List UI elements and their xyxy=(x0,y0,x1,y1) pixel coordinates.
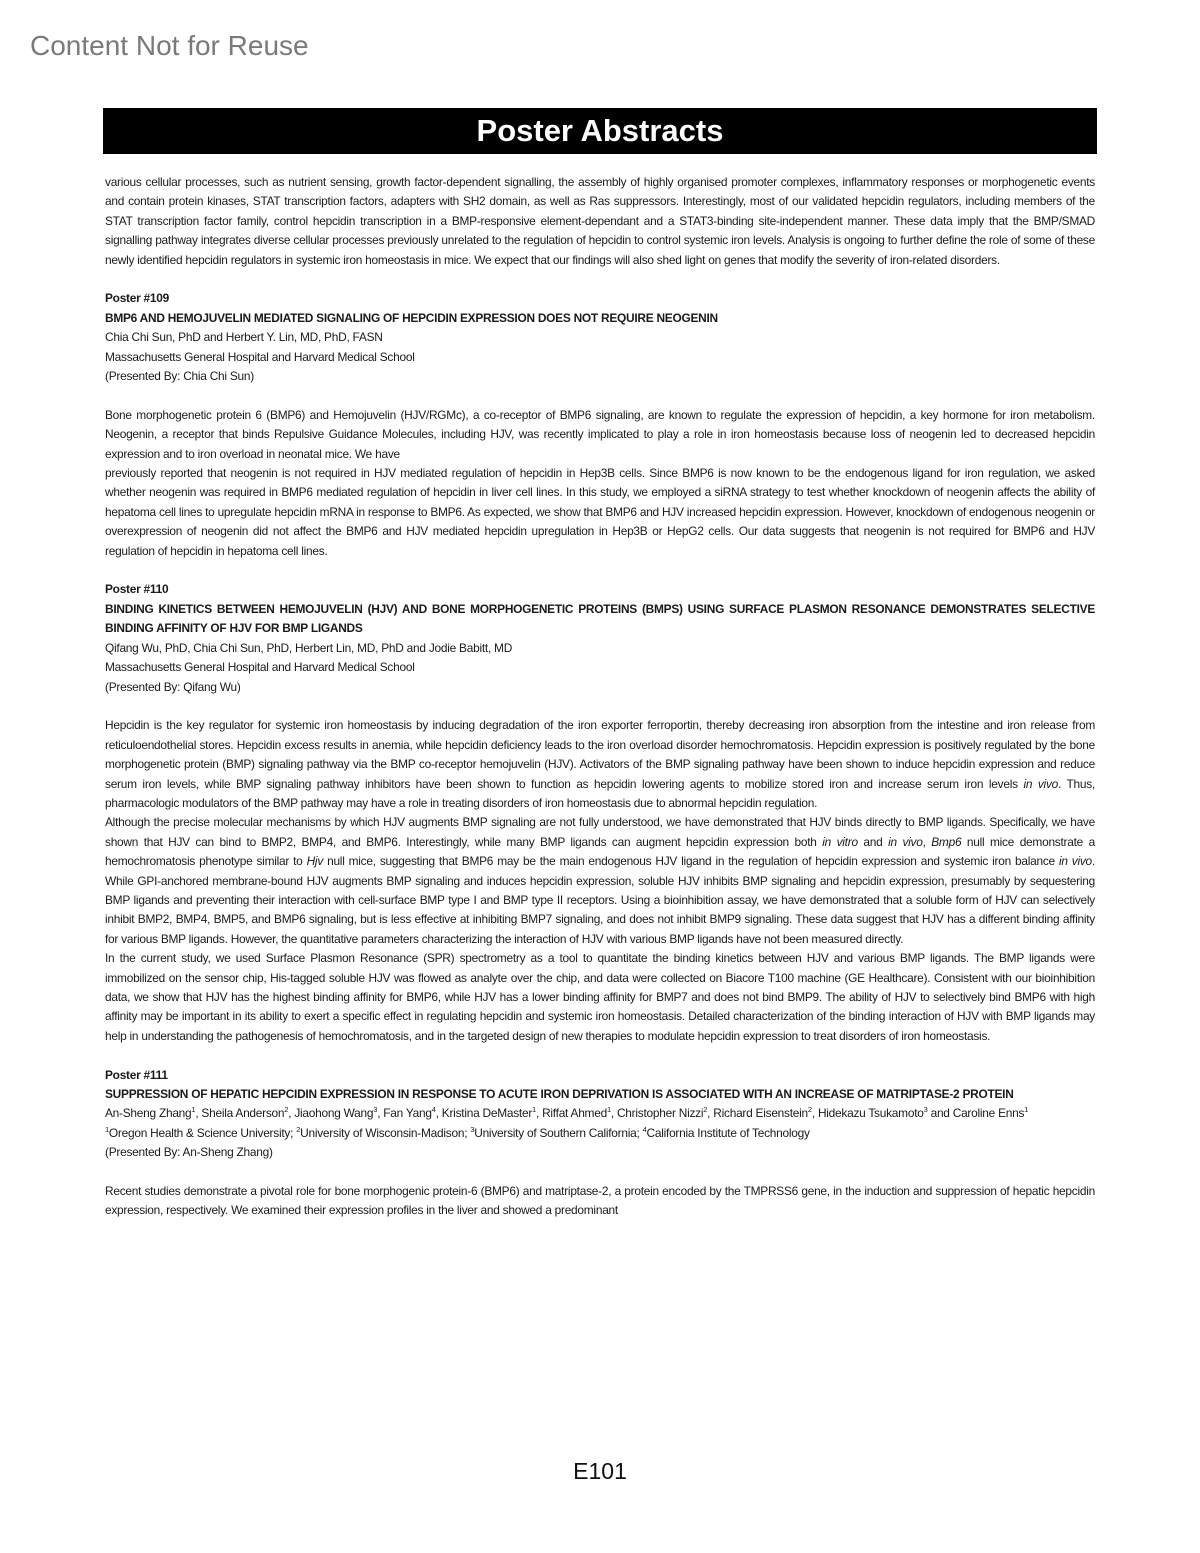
superscript: 3 xyxy=(373,1105,378,1115)
poster-affiliation xyxy=(105,1124,1095,1143)
paragraph xyxy=(105,813,1095,949)
text-run: . While GPI-anchored membrane-bound HJV augments BMP signaling and induces hepcidin expression, soluble HJV inhibits BMP signaling and hepcidin expression, presumably by sequestering BMP ligands and preventing their interaction with cell-surface BMP type I and BMP type II receptors. Using a bioinhibition assay, we have demonstrated that a soluble form of HJV can selectively inhibit BMP2, BMP4, BMP5, and BMP6 signaling, but is less effective at inhibiting BMP7 signaling, and does not inhibit BMP9 signaling. These data suggest that HJV has a different binding affinity for various BMP ligands. However, the quantitative parameters characterizing the interaction of HJV with various BMP ligands have not been measured directly. xyxy=(105,854,1095,946)
poster-title: SUPPRESSION OF HEPATIC HEPCIDIN EXPRESSION IN RESPONSE TO ACUTE IRON DEPRIVATION IS ASSOCIATED WITH AN INCREASE OF MATRIPTASE-2 PROTEIN xyxy=(105,1087,1014,1102)
text-run: null mice demonstrate a hemochromatosis phenotype similar to xyxy=(105,834,1095,869)
superscript: 4 xyxy=(642,1124,647,1134)
italic-text: in vivo xyxy=(1023,776,1058,791)
poster-number: Poster #109 xyxy=(105,291,170,306)
poster-number: Poster #110 xyxy=(105,582,169,597)
text-run: and xyxy=(857,834,889,849)
poster-authors xyxy=(105,1104,1095,1123)
superscript: 3 xyxy=(470,1124,475,1134)
poster-presenter: (Presented By: Qifang Wu) xyxy=(105,679,241,694)
poster-110 xyxy=(105,580,1095,1046)
superscript: 2 xyxy=(807,1105,812,1115)
poster-presenter: (Presented By: Chia Chi Sun) xyxy=(105,369,254,384)
text-run: Although the precise molecular mechanisms by which HJV augments BMP signaling are not fully understood, we have demonstrated that HJV binds directly to BMP ligands. Specifically, we have shown that HJV can bind to BMP2, BMP4, and BMP6. Interestingly, while many BMP ligands can augment hepcidin expression both xyxy=(105,815,1095,849)
intro-continuation xyxy=(105,173,1095,270)
superscript: 1 xyxy=(606,1105,611,1115)
watermark-text: Content Not for Reuse xyxy=(30,30,309,61)
paragraph xyxy=(105,406,1095,464)
superscript: 2 xyxy=(284,1105,289,1115)
text-run: Qifang Wu, PhD, Chia Chi Sun, PhD, Herbert Lin, MD, PhD and Jodie Babitt, MD xyxy=(105,640,513,655)
text-run: previously reported that neogenin is not required in HJV mediated regulation of hepcidin in Hep3B cells. Since BMP6 is now known to be the endogenous ligand for iron regulation, we asked whether neogenin was required in BMP6 mediated regulation of hepcidin in liver cell lines. In this study, we employed a siRNA strategy to test whether knockdown of neogenin affects the ability of hepatoma cell lines to upregulate hepcidin mRNA in response to BMP6. As expected, we show that BMP6 and HJV increased hepcidin expression. However, knockdown of endogenous neogenin or overexpression of neogenin did not affect the BMP6 and HJV mediated hepcidin upregulation in Hep3B or HepG2 cells. Our data suggests that neogenin is not required for BMP6 and HJV regulation of hepcidin in hepatoma cell lines. xyxy=(105,466,1096,558)
text-run: , Kristina DeMaster xyxy=(435,1106,533,1121)
poster-authors xyxy=(105,328,1095,347)
text-run: Massachusetts General Hospital and Harvard Medical School xyxy=(105,349,415,364)
poster-presenter: (Presented By: An-Sheng Zhang) xyxy=(105,1145,273,1160)
text-run: Chia Chi Sun, PhD and Herbert Y. Lin, MD, PhD, FASN xyxy=(105,330,383,345)
page-number: E101 xyxy=(573,1458,627,1484)
text-run: Recent studies demonstrate a pivotal role for bone morphogenic protein-6 (BMP6) and matriptase-2, a protein encoded by the TMPRSS6 gene, in the induction and suppression of hepatic hepcidin expression, respectively. We examined their expression profiles in the liver and showed a predominant xyxy=(105,1184,1095,1218)
text-run: In the current study, we used Surface Plasmon Resonance (SPR) spectrometry as a tool to quantitate the binding kinetics between HJV and various BMP ligands. The BMP ligands were immobilized on the sensor chip, His-tagged soluble HJV was flowed as analyte over the chip, and data were collected on Biacore T100 machine (GE Healthcare). Consistent with our bioinhibition data, we show that HJV has the highest binding affinity for BMP6, while HJV has a lower binding affinity for BMP7 and does not bind BMP9. The ability of HJV to selectively bind BMP6 with high affinity may be important in its ability to exert a specific effect in regulating hepcidin and systemic iron homeostasis. Detailed characterization of the binding interaction of HJV with BMP ligands may help in understanding the pathogenesis of hemochromatosis, and in the targeted design of new therapies to modulate hepcidin expression to treat disorders of iron homeostasis. xyxy=(105,951,1095,1043)
paragraph xyxy=(105,1182,1095,1221)
italic-text: in vivo xyxy=(1058,854,1092,869)
superscript: 1 xyxy=(532,1105,536,1115)
text-run: Massachusetts General Hospital and Harvard Medical School xyxy=(105,660,415,675)
text-run: , Hidekazu Tsukamoto xyxy=(811,1106,924,1121)
poster-affiliation xyxy=(105,658,1095,677)
superscript: 2 xyxy=(296,1124,301,1134)
text-run: University of Wisconsin-Madison; xyxy=(300,1125,471,1140)
italic-text: in vivo xyxy=(888,834,923,849)
text-run: , xyxy=(922,834,932,849)
text-run: An-Sheng Zhang xyxy=(105,1106,192,1121)
text-run: , Riffat Ahmed xyxy=(535,1106,607,1121)
poster-title: BINDING KINETICS BETWEEN HEMOJUVELIN (HJV) AND BONE MORPHOGENETIC PROTEINS (BMPS) USING SURFACE PLASMON RESONANCE DEMONSTRATES SELECTIVE BINDING AFFINITY OF HJV FOR BMP LIGANDS xyxy=(105,601,1095,636)
poster-111 xyxy=(105,1066,1095,1221)
text-run: Oregon Health & Science University; xyxy=(108,1125,297,1140)
poster-affiliation xyxy=(105,348,1095,367)
superscript: 1 xyxy=(1024,1105,1029,1115)
paragraph xyxy=(105,173,1095,270)
section-banner: Poster Abstracts xyxy=(103,108,1097,154)
text-run: . Thus, pharmacologic modulators of the BMP pathway may have a role in treating disorders of iron homeostasis due to abnormal hepcidin regulation. xyxy=(105,776,1095,810)
text-run: Bone morphogenetic protein 6 (BMP6) and Hemojuvelin (HJV/RGMc), a co-receptor of BMP6 signaling, are known to regulate the expression of hepcidin, a key hormone for iron metabolism. Neogenin, a receptor that binds Repulsive Guidance Molecules, including HJV, was recently implicated to play a role in iron homeostasis because loss of neogenin led to decreased hepcidin expression and to iron overload in neonatal mice. We have xyxy=(105,407,1095,461)
italic-text: in vitro xyxy=(822,834,858,849)
poster-authors xyxy=(105,639,1095,658)
text-run: California Institute of Technology xyxy=(646,1125,810,1140)
text-run: , Sheila Anderson xyxy=(195,1106,285,1121)
text-run: various cellular processes, such as nutrient sensing, growth factor-dependent signalling, the assembly of highly organised promoter complexes, inflammatory responses or morphogenetic events and contain protein kinases, STAT transcription factors, adapters with SH2 domain, as well as Ras suppressors. Interestingly, most of our validated hepcidin regulators, including members of the STAT transcription factor family, control hepcidin transcription in a BMP-responsive element-dependant and a STAT3-binding site-independent manner. These data imply that the BMP/SMAD signalling pathway integrates diverse cellular processes previously unrelated to the regulation of hepcidin to control systemic iron levels. Analysis is ongoing to further define the role of some of these newly identified hepcidin regulators in systemic iron homeostasis in mice. We expect that our findings will also shed light on genes that modify the severity of iron-related disorders. xyxy=(105,175,1095,267)
paragraph xyxy=(105,716,1095,813)
superscript: 1 xyxy=(191,1105,196,1115)
text-run: , Christopher Nizzi xyxy=(610,1106,704,1121)
poster-109 xyxy=(105,289,1095,561)
italic-text: Bmp6 xyxy=(931,834,962,849)
text-run: null mice, suggesting that BMP6 may be the main endogenous HJV ligand in the regulation of hepcidin expression and systemic iron balance xyxy=(323,854,1059,869)
paragraph xyxy=(105,949,1095,1046)
text-run: , Fan Yang xyxy=(377,1106,432,1121)
text-run: Hepcidin is the key regulator for systemic iron homeostasis by inducing degradation of the iron exporter ferroportin, thereby decreasing iron absorption from the intestine and iron release from reticuloendothelial stores. Hepcidin excess results in anemia, while hepcidin deficiency leads to the iron overload disorder hemochromatosis. Hepcidin expression is positively regulated by the bone morphogenetic protein (BMP) signaling pathway via the BMP co-receptor hemojuvelin (HJV). Activators of the BMP signaling pathway have been shown to induce hepcidin expression and reduce serum iron levels, while BMP signaling pathway inhibitors have been shown to function as hepcidin lowering agents to mobilize stored iron and increase serum iron levels xyxy=(105,718,1095,791)
poster-title: BMP6 AND HEMOJUVELIN MEDIATED SIGNALING OF HEPCIDIN EXPRESSION DOES NOT REQUIRE NEOGENIN xyxy=(105,310,718,325)
poster-number: Poster #111 xyxy=(105,1067,168,1082)
text-run: , Richard Eisenstein xyxy=(707,1106,808,1121)
text-run: University of Southern California; xyxy=(474,1125,643,1140)
superscript: 4 xyxy=(431,1105,436,1115)
text-run: , Jiaohong Wang xyxy=(288,1106,374,1121)
superscript: 3 xyxy=(923,1105,928,1115)
paragraph xyxy=(105,464,1095,561)
document-body xyxy=(105,173,1095,1221)
text-run: and Caroline Enns xyxy=(927,1106,1025,1121)
superscript: 2 xyxy=(703,1105,708,1115)
italic-text: Hjv xyxy=(306,854,324,869)
superscript: 1 xyxy=(105,1124,109,1134)
